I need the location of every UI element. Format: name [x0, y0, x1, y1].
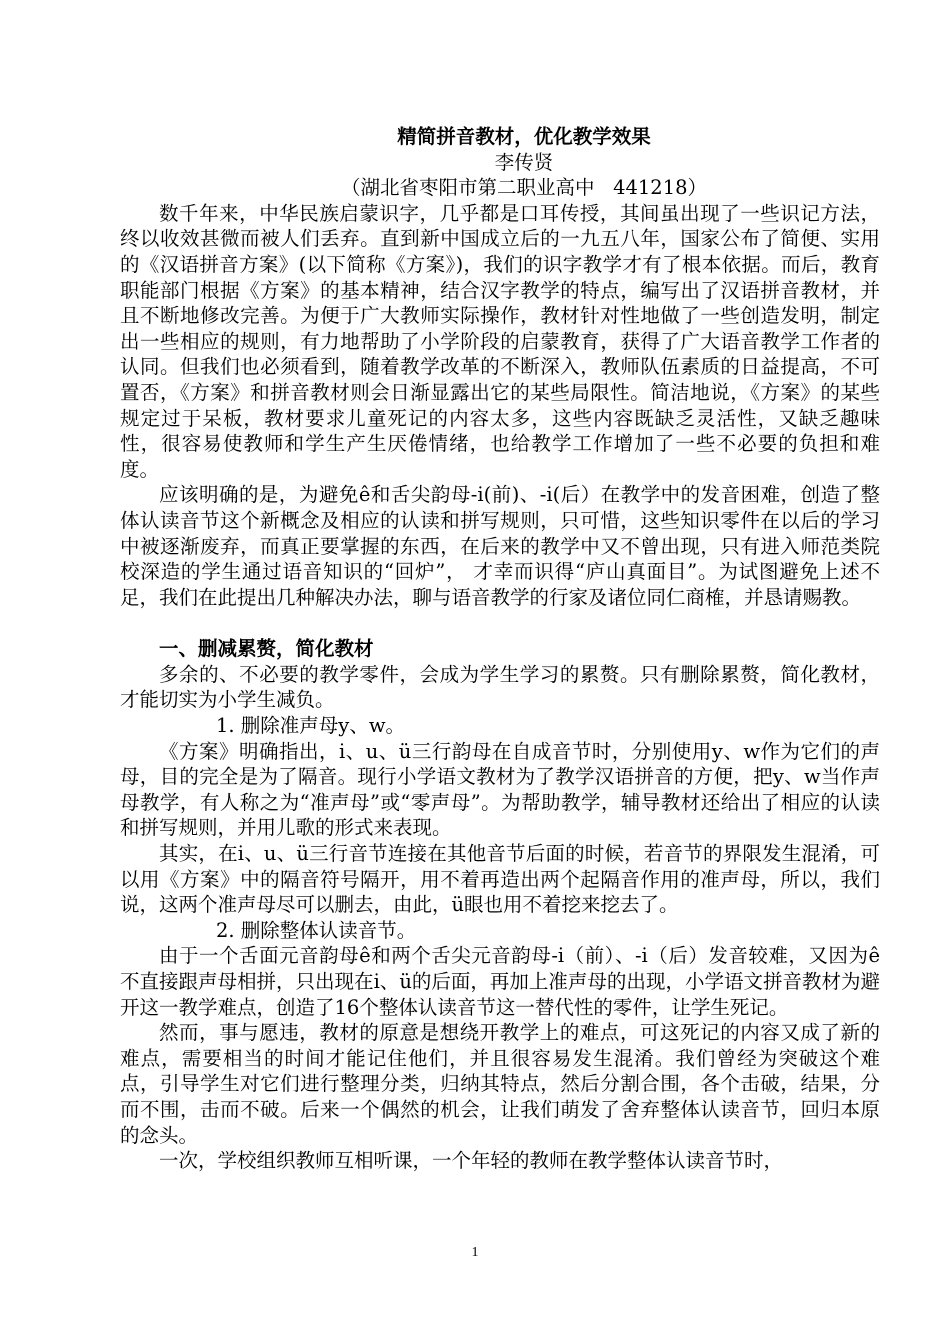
subsection-heading-2: 2. 删除整体认读音节。 [216, 918, 417, 942]
document-body [120, 124, 880, 1174]
section-heading: 一、删减累赘，简化教材 [159, 637, 374, 661]
subsection-1-paragraph-1: 《方案》明确指出，i、u、ü三行韵母在自成音节时，分别使用y、w作为它们的声母，目的完全是为了隔音。现行小学语文教材为了教学汉语拼音的方便，把y、w当作声母教学，有人称之为“准声母”或“零声母”。为帮助教学，辅导教材还给出了相应的认读和拼写规则，并用儿歌的形式来表现。 [120, 739, 880, 840]
subsection-2-paragraph-3: 一次，学校组织教师互相听课，一个年轻的教师在教学整体认读音节时， [159, 1149, 784, 1173]
author-affiliation: （湖北省枣阳市第二职业高中 441218） [340, 176, 708, 200]
page-number: 1 [471, 1245, 479, 1260]
subsection-heading-1: 1. 删除准声母y、w。 [216, 714, 406, 738]
intro-paragraph-2: 应该明确的是，为避免ê和舌尖韵母-i(前)、-i(后）在教学中的发音困难，创造了整体认读音节这个新概念及相应的认读和拼写规则，只可惜，这些知识零件在以后的学习中被逐渐废弃，而真正要掌握的东西，在后来的教学中又不曾出现，只有进入师范类院校深造的学生通过语音知识的“回炉”， 才幸而识得“庐山真面目”。为试图避免上述不足，我们在此提出几种解决办法，聊与语音教学的行家及诸位同仁商榷，并恳请赐教。 [120, 483, 880, 609]
blank-line [120, 610, 880, 636]
section-intro-paragraph: 多余的、不必要的教学零件，会成为学生学习的累赘。只有删除累赘，简化教材，才能切实为小学生减负。 [120, 662, 880, 712]
subsection-2-paragraph-1: 由于一个舌面元音韵母ê和两个舌尖元音韵母-i（前）、-i（后）发音较难，又因为ê不直接跟声母相拼，只出现在i、ü的后面，再加上准声母的出现，小学语文拼音教材为避开这一教学难点，创造了16个整体认读音节这一替代性的零件，让学生死记。 [120, 944, 880, 1019]
subsection-2-paragraph-2: 然而，事与愿违，教材的原意是想绕开教学上的难点，可这死记的内容又成了新的难点，需要相当的时间才能记住他们，并且很容易发生混淆。我们曾经为突破这个难点，引导学生对它们进行整理分类，归纳其特点，然后分割合围，各个击破，结果，分而不围，击而不破。后来一个偶然的机会，让我们萌发了舍弃整体认读音节，回归本原的念头。 [120, 1021, 880, 1147]
article-author: 李传贤 [494, 150, 554, 174]
subsection-1-paragraph-2: 其实，在i、u、ü三行音节连接在其他音节后面的时候，若音节的界限发生混淆，可以用《方案》中的隔音符号隔开，用不着再造出两个起隔音作用的准声母，所以，我们说，这两个准声母尽可以删去，由此，ü眼也用不着挖来挖去了。 [120, 842, 880, 917]
intro-paragraph-1: 数千年来，中华民族启蒙识字，几乎都是口耳传授，其间虽出现了一些识记方法，终以收效甚微而被人们丢弃。直到新中国成立后的一九五八年，国家公布了简便、实用的《汉语拼音方案》(以下简称《方案》)，我们的识字教学才有了根本依据。而后，教育职能部门根据《方案》的基本精神，结合汉字教学的特点，编写出了汉语拼音教材，并且不断地修改完善。为便于广大教师实际操作，教材针对性地做了一些创造发明，制定出一些相应的规则，有力地帮助了小学阶段的启蒙教育，获得了广大语音教学工作者的认同。但我们也必须看到，随着教学改革的不断深入，教师队伍素质的日益提高，不可置否，《方案》和拼音教材则会日渐显露出它的某些局限性。简洁地说，《方案》的某些规定过于呆板，教材要求儿童死记的内容太多，这些内容既缺乏灵活性，又缺乏趣味性，很容易使教师和学生产生厌倦情绪，也给教学工作增加了一些不必要的负担和难度。 [120, 201, 880, 481]
article-title: 精简拼音教材，优化教学效果 [397, 125, 651, 148]
